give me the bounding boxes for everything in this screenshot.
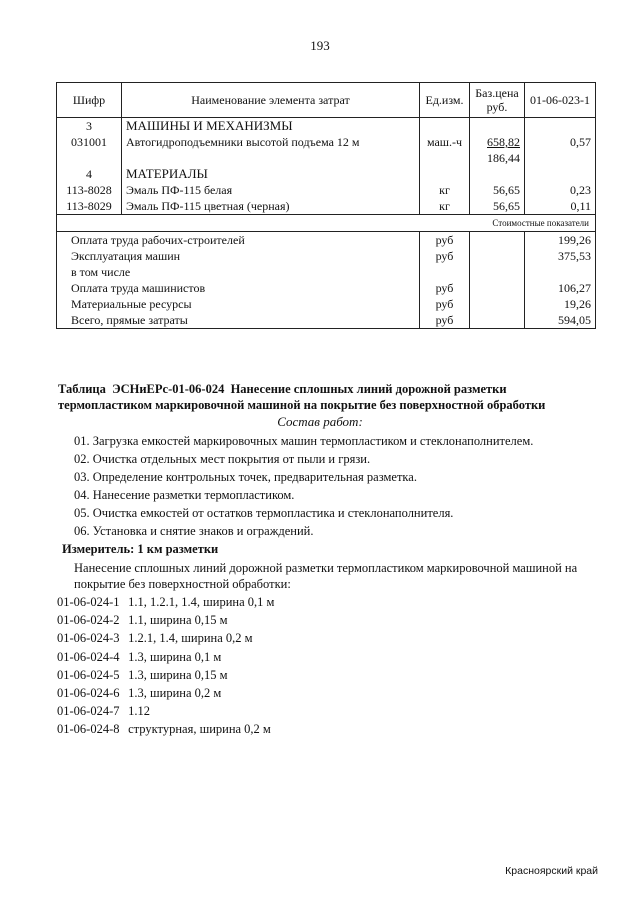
row-unit: кг (420, 182, 470, 198)
total-value: 106,27 (525, 280, 596, 296)
price-b: 186,44 (487, 151, 520, 165)
total-unit: руб (420, 232, 470, 249)
price-a: 658,82 (487, 135, 520, 149)
total-row (57, 296, 596, 312)
norm-code: 01-06-024-6 (57, 686, 120, 701)
header-price-line2: руб. (486, 100, 508, 114)
total-unit: руб (420, 280, 470, 296)
list-item: 01. Загрузка емкостей маркировочных машин термопластиком и стеклонаполнителем. (74, 434, 534, 448)
total-value: 375,53 (525, 248, 596, 264)
total-value: 19,26 (525, 296, 596, 312)
row-price (470, 134, 525, 166)
total-label: Оплата труда рабочих-строителей (57, 232, 420, 249)
norm-code: 01-06-024-4 (57, 649, 120, 664)
norm-code: 01-06-024-7 (57, 704, 120, 719)
header-unit: Ед.изм. (420, 83, 470, 118)
norm-text: 1.3, ширина 0,2 м (128, 686, 222, 701)
row-name: Эмаль ПФ-115 цветная (черная) (122, 198, 420, 215)
row-price: 56,65 (470, 198, 525, 215)
list-item: 03. Определение контрольных точек, предварительная разметка. (74, 470, 417, 484)
row-name: Автогидроподъемники высотой подъема 12 м (122, 134, 420, 166)
list-item (57, 629, 274, 647)
row-value: 0,23 (525, 182, 596, 198)
list-item (57, 702, 274, 720)
total-label: Оплата труда машинистов (57, 280, 420, 296)
table-heading (58, 381, 598, 413)
row-code: 113-8028 (57, 182, 122, 198)
list-item (57, 720, 274, 738)
header-norm: 01-06-023-1 (525, 83, 596, 118)
total-label: Материальные ресурсы (57, 296, 420, 312)
list-item: 06. Установка и снятие знаков и ограждений. (74, 524, 314, 538)
norm-code: 01-06-024-1 (57, 595, 120, 609)
table-header-row (57, 83, 596, 118)
row-code: 031001 (57, 134, 122, 166)
total-row (57, 232, 596, 249)
norm-code: 01-06-024-5 (57, 667, 120, 682)
cost-indicators-label: Стоимостные показатели (57, 215, 596, 232)
total-label: Эксплуатация машин (57, 248, 420, 264)
total-row (57, 264, 596, 280)
total-row (57, 248, 596, 264)
list-item (57, 648, 274, 666)
total-value: 594,05 (525, 312, 596, 329)
total-row (57, 280, 596, 296)
total-label: в том числе (57, 264, 420, 280)
table-row (57, 134, 596, 166)
description-line-1: Нанесение сплошных линий дорожной разметки термопластиком маркировочной машиной на (74, 561, 578, 575)
section-title: МАТЕРИАЛЫ (122, 166, 420, 182)
table-row (57, 215, 596, 232)
list-item: 05. Очистка емкостей от остатков термопластика и стеклонаполнителя. (74, 506, 454, 520)
row-unit: маш.-ч (420, 134, 470, 166)
norm-text: 1.12 (128, 704, 150, 719)
total-unit: руб (420, 312, 470, 329)
header-code: Шифр (57, 83, 122, 118)
norm-text: 1.1, 1.2.1, 1.4, ширина 0,1 м (128, 595, 275, 609)
list-item: 02. Очистка отдельных мест покрытия от пыли и грязи. (74, 452, 371, 466)
header-price (470, 83, 525, 118)
norm-text: структурная, ширина 0,2 м (128, 722, 271, 737)
meter-label: Измеритель: 1 км разметки (62, 542, 219, 556)
row-value: 0,11 (525, 198, 596, 215)
heading-line-2: термопластиком маркировочной машиной на покрытие без поверхностной обработки (58, 398, 546, 412)
row-price: 56,65 (470, 182, 525, 198)
description-line-2: покрытие без поверхностной обработки: (74, 577, 291, 591)
total-unit: руб (420, 296, 470, 312)
norm-code: 01-06-024-3 (57, 631, 120, 646)
heading-line-1: Таблица ЭСНиЕРс-01-06-024 Нанесение сплошных линий дорожной разметки (58, 382, 507, 396)
footer-region: Красноярский край (505, 865, 598, 877)
section-number: 4 (57, 166, 122, 182)
header-name: Наименование элемента затрат (122, 83, 420, 118)
table-row (57, 198, 596, 215)
total-value: 199,26 (525, 232, 596, 249)
row-unit: кг (420, 198, 470, 215)
total-unit: руб (420, 248, 470, 264)
list-item (57, 684, 274, 702)
list-item (57, 593, 274, 611)
list-item: 04. Нанесение разметки термопластиком. (74, 488, 295, 502)
norm-text: 1.2.1, 1.4, ширина 0,2 м (128, 631, 253, 646)
total-row (57, 312, 596, 329)
row-name: Эмаль ПФ-115 белая (122, 182, 420, 198)
row-code: 113-8029 (57, 198, 122, 215)
table-row (57, 118, 596, 135)
total-label: Всего, прямые затраты (57, 312, 420, 329)
norm-code: 01-06-024-8 (57, 722, 120, 737)
list-item (57, 666, 274, 684)
table-row (57, 166, 596, 182)
page-number: 193 (310, 38, 330, 53)
cost-table (56, 82, 596, 329)
row-value: 0,57 (525, 134, 596, 166)
norm-code: 01-06-024-2 (57, 613, 120, 628)
norm-codes-list (57, 593, 274, 739)
norm-text: 1.3, ширина 0,15 м (128, 667, 228, 682)
norm-text: 1.3, ширина 0,1 м (128, 649, 222, 664)
section-title: МАШИНЫ И МЕХАНИЗМЫ (122, 118, 420, 135)
table-row (57, 182, 596, 198)
section-number: 3 (57, 118, 122, 135)
work-steps-list (74, 432, 533, 540)
norm-text: 1.1, ширина 0,15 м (128, 613, 228, 628)
description (74, 560, 604, 592)
composition-title: Состав работ: (277, 414, 363, 429)
list-item (57, 611, 274, 629)
header-price-line1: Баз.цена (475, 86, 519, 100)
